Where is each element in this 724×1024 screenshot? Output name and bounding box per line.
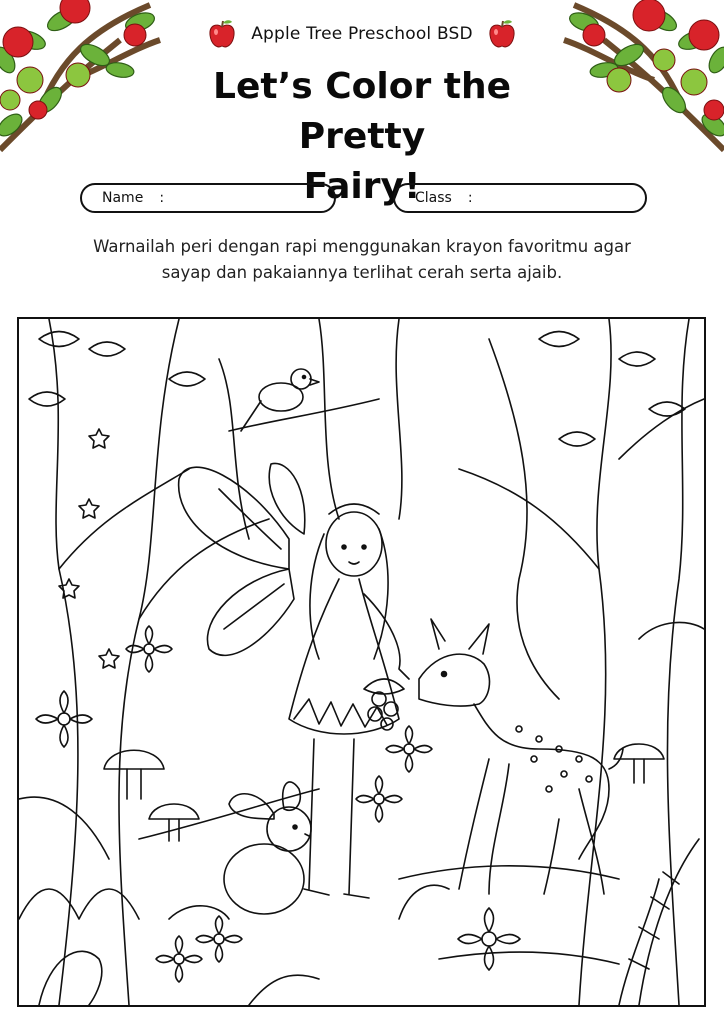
fairy xyxy=(289,504,409,898)
rabbit xyxy=(224,782,311,914)
flowers xyxy=(36,626,520,982)
coloring-illustration xyxy=(17,317,706,1007)
instruction-line-2: sayap dan pakaiannya terlihat cerah serta ajaib. xyxy=(161,263,563,282)
instruction-line-1: Warnailah peri dengan rapi menggunakan krayon favoritmu agar xyxy=(93,237,631,256)
class-colon: : xyxy=(467,190,473,206)
apple-icon xyxy=(487,18,517,50)
name-colon: : xyxy=(159,190,165,206)
school-name: Apple Tree Preschool BSD xyxy=(251,24,473,44)
fairy-wings xyxy=(179,463,305,655)
canopy-leaves xyxy=(29,332,685,447)
instruction-text xyxy=(60,234,664,286)
stars xyxy=(59,429,119,668)
berries xyxy=(364,679,404,730)
class-field[interactable] xyxy=(393,183,647,213)
name-label: Name xyxy=(102,190,144,206)
class-label: Class xyxy=(415,190,452,206)
name-field[interactable] xyxy=(80,183,336,213)
school-header xyxy=(0,18,724,50)
ground-plants xyxy=(19,622,704,1005)
bird xyxy=(229,369,379,431)
title-line-1: Let’s Color the Pretty xyxy=(213,66,511,157)
title-line-2: Fairy! xyxy=(303,166,421,207)
forest-trees xyxy=(49,319,704,1005)
apple-icon xyxy=(207,18,237,50)
